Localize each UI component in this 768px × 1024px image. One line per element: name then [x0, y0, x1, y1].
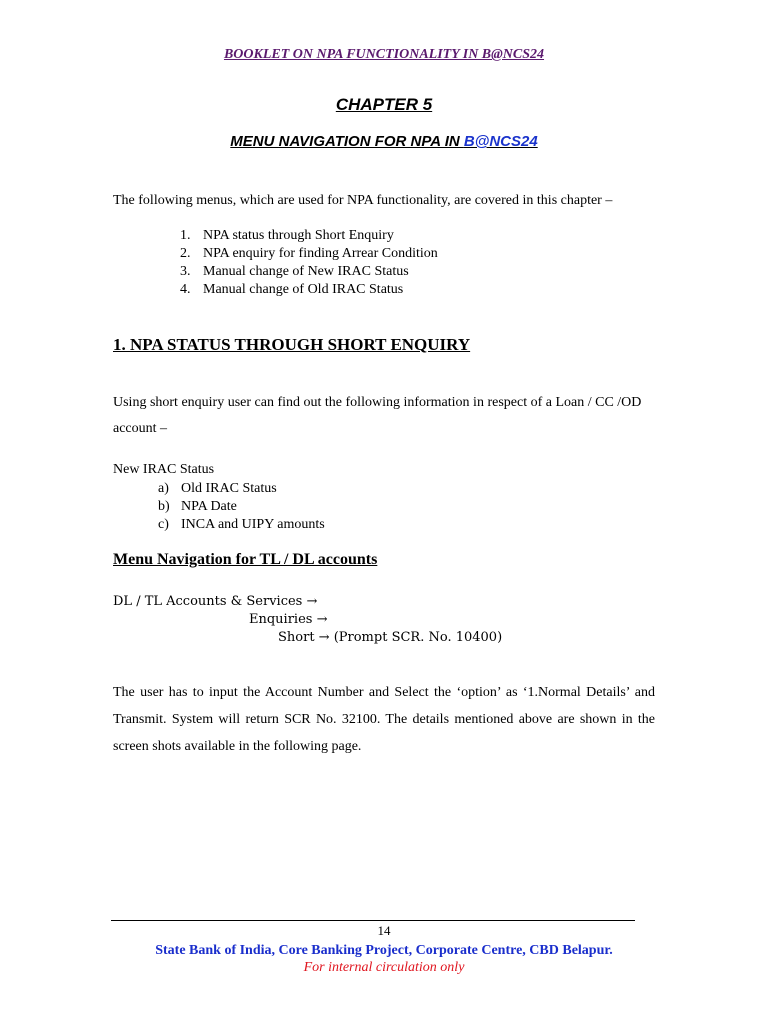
- list-item: [158, 480, 325, 498]
- list-item: [158, 498, 325, 516]
- list-item-text: NPA enquiry for finding Arrear Condition: [203, 246, 438, 261]
- list-item: [180, 245, 438, 263]
- list-item-number: b): [158, 499, 170, 514]
- menu-path-short: Short → (Prompt SCR. No. 10400): [278, 630, 503, 645]
- instructions-paragraph: The user has to input the Account Number and Select the ‘option’ as ‘1.Normal Details’ and Transmit. System will return SCR No. 32100. The details mentioned above are shown in the screen shots available in the following page.: [113, 685, 655, 754]
- list-item-text: Manual change of New IRAC Status: [203, 264, 409, 279]
- list-item-text: Manual change of Old IRAC Status: [203, 282, 404, 297]
- menu-path-enquiries: Enquiries →: [249, 612, 328, 627]
- list-item-number: 4.: [180, 282, 191, 297]
- list-item-number: a): [158, 481, 169, 496]
- irac-info-list: [158, 480, 325, 534]
- menu-navigation-heading: Menu Navigation for TL / DL accounts: [113, 551, 378, 568]
- list-item: [180, 227, 438, 245]
- list-item: [180, 263, 438, 281]
- list-item-text: INCA and UIPY amounts: [181, 517, 325, 532]
- chapter-subtitle-prefix: MENU NAVIGATION FOR NPA IN: [230, 133, 464, 150]
- chapter-subtitle: [0, 133, 768, 150]
- list-item-text: Old IRAC Status: [181, 481, 277, 496]
- list-item-text: NPA Date: [181, 499, 237, 514]
- irac-status-label: New IRAC Status: [113, 462, 215, 477]
- section-heading: 1. NPA STATUS THROUGH SHORT ENQUIRY: [113, 335, 471, 354]
- footer-organization: State Bank of India, Core Banking Project, Corporate Centre, CBD Belapur.: [155, 943, 613, 958]
- booklet-header-title: BOOKLET ON NPA FUNCTIONALITY IN B@NCS24: [223, 47, 545, 62]
- list-item: [158, 516, 325, 534]
- footer-circulation-note: For internal circulation only: [303, 960, 465, 975]
- list-item-number: 3.: [180, 264, 191, 279]
- menu-list: [180, 227, 438, 299]
- intro-paragraph: The following menus, which are used for NPA functionality, are covered in this chapter –: [113, 193, 613, 208]
- list-item-number: 1.: [180, 228, 191, 243]
- chapter-subtitle-highlight: B@NCS24: [463, 133, 538, 150]
- footer-divider: [111, 920, 635, 921]
- list-item-number: 2.: [180, 246, 191, 261]
- page-number: 14: [377, 923, 391, 938]
- chapter-label: CHAPTER 5: [335, 95, 433, 114]
- menu-path-accounts-services: DL / TL Accounts & Services →: [113, 594, 318, 609]
- list-item-text: NPA status through Short Enquiry: [203, 228, 394, 243]
- list-item: [180, 281, 438, 299]
- short-enquiry-paragraph: Using short enquiry user can find out the following information in respect of a Loan / CC /OD account –: [113, 395, 642, 436]
- list-item-number: c): [158, 517, 169, 532]
